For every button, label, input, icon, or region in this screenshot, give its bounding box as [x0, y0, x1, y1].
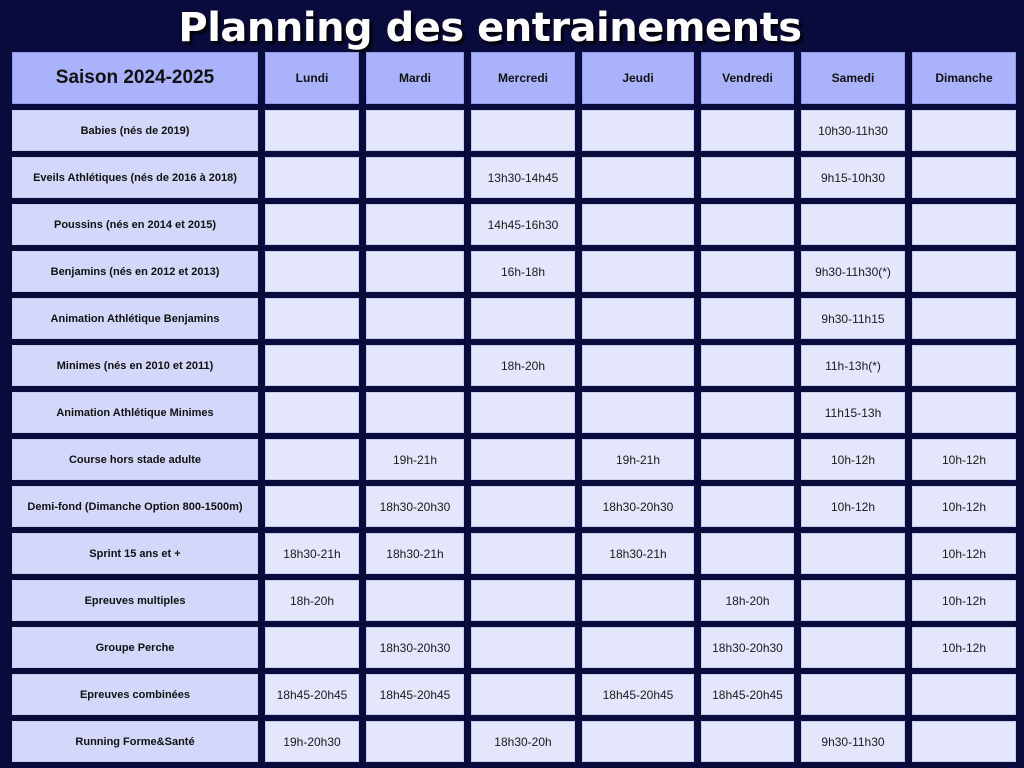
time-slot-cell: 9h30-11h30 [801, 721, 905, 762]
time-slot-cell [471, 486, 575, 527]
time-slot-cell [366, 580, 464, 621]
time-slot-cell: 11h-13h(*) [801, 345, 905, 386]
time-slot-cell [265, 486, 359, 527]
time-slot-cell: 9h30-11h15 [801, 298, 905, 339]
time-slot-cell: 18h30-20h30 [582, 486, 694, 527]
time-slot-cell: 18h45-20h45 [582, 674, 694, 715]
group-label: Course hors stade adulte [12, 439, 258, 480]
group-label: Demi-fond (Dimanche Option 800-1500m) [12, 486, 258, 527]
group-label: Sprint 15 ans et + [12, 533, 258, 574]
time-slot-cell [701, 157, 794, 198]
time-slot-cell [265, 157, 359, 198]
time-slot-cell: 18h30-20h30 [366, 486, 464, 527]
time-slot-cell [366, 721, 464, 762]
time-slot-cell [265, 345, 359, 386]
time-slot-cell [471, 674, 575, 715]
time-slot-cell: 18h45-20h45 [366, 674, 464, 715]
time-slot-cell [366, 110, 464, 151]
page-title: Planning des entrainements [178, 5, 802, 51]
time-slot-cell [265, 392, 359, 433]
time-slot-cell [366, 345, 464, 386]
time-slot-cell [265, 204, 359, 245]
time-slot-cell [582, 345, 694, 386]
group-label: Epreuves multiples [12, 580, 258, 621]
time-slot-cell [582, 157, 694, 198]
time-slot-cell: 18h-20h [701, 580, 794, 621]
time-slot-cell: 18h30-21h [265, 533, 359, 574]
group-label: Running Forme&Santé [12, 721, 258, 762]
time-slot-cell: 18h45-20h45 [265, 674, 359, 715]
time-slot-cell [265, 439, 359, 480]
group-label: Babies (nés de 2019) [12, 110, 258, 151]
time-slot-cell [471, 439, 575, 480]
time-slot-cell [265, 298, 359, 339]
time-slot-cell [912, 204, 1016, 245]
time-slot-cell [912, 721, 1016, 762]
time-slot-cell: 16h-18h [471, 251, 575, 292]
time-slot-cell [801, 674, 905, 715]
day-header: Dimanche [912, 52, 1016, 104]
day-header: Mercredi [471, 52, 575, 104]
time-slot-cell [582, 721, 694, 762]
time-slot-cell [582, 298, 694, 339]
time-slot-cell [582, 251, 694, 292]
group-label: Animation Athlétique Benjamins [12, 298, 258, 339]
time-slot-cell: 11h15-13h [801, 392, 905, 433]
time-slot-cell [912, 392, 1016, 433]
time-slot-cell: 9h15-10h30 [801, 157, 905, 198]
time-slot-cell [701, 486, 794, 527]
time-slot-cell [701, 110, 794, 151]
time-slot-cell [701, 721, 794, 762]
time-slot-cell: 10h-12h [912, 580, 1016, 621]
time-slot-cell: 18h30-21h [366, 533, 464, 574]
season-header: Saison 2024-2025 [12, 52, 258, 104]
time-slot-cell: 10h-12h [912, 533, 1016, 574]
day-header: Vendredi [701, 52, 794, 104]
time-slot-cell [582, 627, 694, 668]
time-slot-cell [801, 580, 905, 621]
day-header: Jeudi [582, 52, 694, 104]
time-slot-cell: 10h-12h [801, 439, 905, 480]
time-slot-cell [471, 627, 575, 668]
time-slot-cell [701, 251, 794, 292]
time-slot-cell [471, 580, 575, 621]
group-label: Epreuves combinées [12, 674, 258, 715]
time-slot-cell [912, 110, 1016, 151]
time-slot-cell [912, 674, 1016, 715]
time-slot-cell: 18h-20h [265, 580, 359, 621]
time-slot-cell [366, 392, 464, 433]
time-slot-cell [801, 533, 905, 574]
group-label: Minimes (nés en 2010 et 2011) [12, 345, 258, 386]
time-slot-cell [366, 298, 464, 339]
time-slot-cell [912, 298, 1016, 339]
time-slot-cell [265, 251, 359, 292]
time-slot-cell: 18h45-20h45 [701, 674, 794, 715]
time-slot-cell [582, 580, 694, 621]
time-slot-cell [912, 345, 1016, 386]
time-slot-cell: 9h30-11h30(*) [801, 251, 905, 292]
time-slot-cell: 19h-20h30 [265, 721, 359, 762]
time-slot-cell: 10h-12h [801, 486, 905, 527]
time-slot-cell: 18h30-20h30 [366, 627, 464, 668]
time-slot-cell: 10h-12h [912, 439, 1016, 480]
time-slot-cell [265, 110, 359, 151]
time-slot-cell [701, 345, 794, 386]
time-slot-cell [471, 298, 575, 339]
time-slot-cell: 18h30-20h [471, 721, 575, 762]
schedule-table [12, 52, 1016, 762]
time-slot-cell: 10h30-11h30 [801, 110, 905, 151]
time-slot-cell [366, 251, 464, 292]
time-slot-cell: 18h-20h [471, 345, 575, 386]
group-label: Poussins (nés en 2014 et 2015) [12, 204, 258, 245]
time-slot-cell [701, 392, 794, 433]
time-slot-cell [701, 204, 794, 245]
time-slot-cell: 10h-12h [912, 627, 1016, 668]
time-slot-cell [701, 298, 794, 339]
time-slot-cell [265, 627, 359, 668]
time-slot-cell: 19h-21h [366, 439, 464, 480]
time-slot-cell [366, 157, 464, 198]
time-slot-cell [801, 627, 905, 668]
time-slot-cell: 18h30-21h [582, 533, 694, 574]
time-slot-cell: 13h30-14h45 [471, 157, 575, 198]
time-slot-cell [701, 533, 794, 574]
group-label: Eveils Athlétiques (nés de 2016 à 2018) [12, 157, 258, 198]
time-slot-cell: 19h-21h [582, 439, 694, 480]
time-slot-cell [366, 204, 464, 245]
day-header: Mardi [366, 52, 464, 104]
time-slot-cell [912, 157, 1016, 198]
group-label: Groupe Perche [12, 627, 258, 668]
time-slot-cell [582, 392, 694, 433]
time-slot-cell [471, 533, 575, 574]
time-slot-cell [582, 204, 694, 245]
time-slot-cell: 14h45-16h30 [471, 204, 575, 245]
time-slot-cell [471, 110, 575, 151]
time-slot-cell [471, 392, 575, 433]
time-slot-cell: 18h30-20h30 [701, 627, 794, 668]
time-slot-cell [801, 204, 905, 245]
time-slot-cell: 10h-12h [912, 486, 1016, 527]
time-slot-cell [912, 251, 1016, 292]
time-slot-cell [701, 439, 794, 480]
group-label: Animation Athlétique Minimes [12, 392, 258, 433]
day-header: Lundi [265, 52, 359, 104]
group-label: Benjamins (nés en 2012 et 2013) [12, 251, 258, 292]
time-slot-cell [582, 110, 694, 151]
day-header: Samedi [801, 52, 905, 104]
